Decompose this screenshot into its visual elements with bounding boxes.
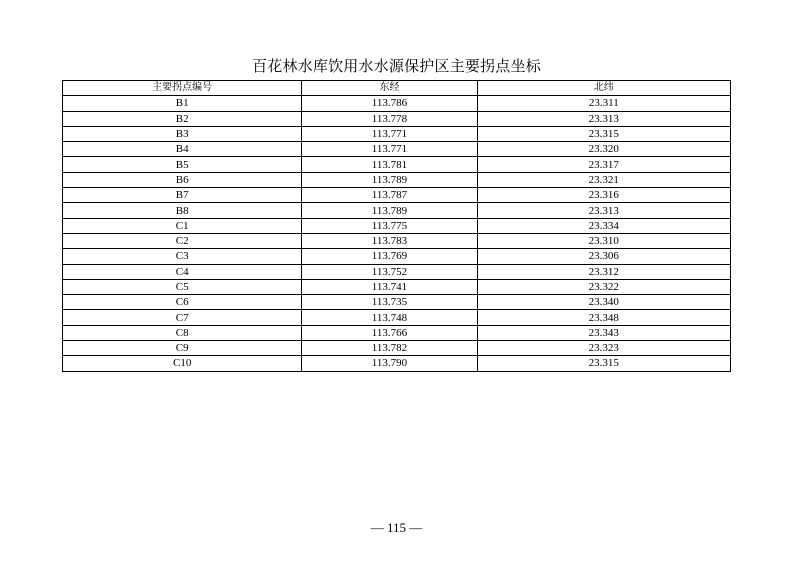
table-row bbox=[63, 111, 731, 126]
cell-longitude: 113.735 bbox=[302, 295, 477, 310]
cell-latitude: 23.348 bbox=[477, 310, 730, 325]
cell-longitude: 113.790 bbox=[302, 356, 477, 371]
cell-point-id: C2 bbox=[63, 233, 302, 248]
cell-longitude: 113.766 bbox=[302, 325, 477, 340]
table-body bbox=[63, 96, 731, 371]
cell-point-id: C1 bbox=[63, 218, 302, 233]
cell-latitude: 23.316 bbox=[477, 188, 730, 203]
table-row bbox=[63, 126, 731, 141]
cell-latitude: 23.315 bbox=[477, 126, 730, 141]
cell-longitude: 113.786 bbox=[302, 96, 477, 111]
table-row bbox=[63, 279, 731, 294]
document-title: 百花林水库饮用水水源保护区主要拐点坐标 bbox=[252, 57, 541, 75]
cell-latitude: 23.340 bbox=[477, 295, 730, 310]
cell-longitude: 113.741 bbox=[302, 279, 477, 294]
header-longitude: 东经 bbox=[302, 81, 477, 96]
table-row bbox=[63, 249, 731, 264]
cell-point-id: C9 bbox=[63, 341, 302, 356]
cell-longitude: 113.787 bbox=[302, 188, 477, 203]
table-row bbox=[63, 188, 731, 203]
cell-point-id: C3 bbox=[63, 249, 302, 264]
cell-longitude: 113.771 bbox=[302, 126, 477, 141]
cell-longitude: 113.775 bbox=[302, 218, 477, 233]
cell-longitude: 113.769 bbox=[302, 249, 477, 264]
table-row bbox=[63, 325, 731, 340]
cell-longitude: 113.752 bbox=[302, 264, 477, 279]
cell-point-id: C5 bbox=[63, 279, 302, 294]
coordinates-table bbox=[62, 80, 731, 372]
cell-latitude: 23.320 bbox=[477, 142, 730, 157]
table-row bbox=[63, 233, 731, 248]
cell-point-id: C7 bbox=[63, 310, 302, 325]
cell-point-id: B1 bbox=[63, 96, 302, 111]
cell-longitude: 113.748 bbox=[302, 310, 477, 325]
table-header-row bbox=[63, 81, 731, 96]
table-row bbox=[63, 295, 731, 310]
table-row bbox=[63, 218, 731, 233]
cell-latitude: 23.343 bbox=[477, 325, 730, 340]
table-row bbox=[63, 96, 731, 111]
cell-latitude: 23.334 bbox=[477, 218, 730, 233]
cell-point-id: B8 bbox=[63, 203, 302, 218]
cell-latitude: 23.317 bbox=[477, 157, 730, 172]
cell-point-id: B5 bbox=[63, 157, 302, 172]
table-row bbox=[63, 264, 731, 279]
table-row bbox=[63, 356, 731, 371]
cell-point-id: B6 bbox=[63, 172, 302, 187]
cell-latitude: 23.313 bbox=[477, 203, 730, 218]
cell-latitude: 23.311 bbox=[477, 96, 730, 111]
table-row bbox=[63, 341, 731, 356]
header-latitude: 北纬 bbox=[477, 81, 730, 96]
table-row bbox=[63, 172, 731, 187]
cell-longitude: 113.789 bbox=[302, 203, 477, 218]
cell-point-id: C4 bbox=[63, 264, 302, 279]
cell-latitude: 23.322 bbox=[477, 279, 730, 294]
cell-longitude: 113.771 bbox=[302, 142, 477, 157]
cell-longitude: 113.783 bbox=[302, 233, 477, 248]
cell-point-id: B3 bbox=[63, 126, 302, 141]
cell-latitude: 23.312 bbox=[477, 264, 730, 279]
cell-latitude: 23.306 bbox=[477, 249, 730, 264]
cell-point-id: B4 bbox=[63, 142, 302, 157]
cell-latitude: 23.315 bbox=[477, 356, 730, 371]
table-row bbox=[63, 203, 731, 218]
table-row bbox=[63, 310, 731, 325]
cell-point-id: C6 bbox=[63, 295, 302, 310]
cell-latitude: 23.321 bbox=[477, 172, 730, 187]
cell-point-id: C10 bbox=[63, 356, 302, 371]
table-row bbox=[63, 157, 731, 172]
cell-longitude: 113.778 bbox=[302, 111, 477, 126]
page-number: — 115 — bbox=[370, 520, 423, 535]
cell-point-id: B7 bbox=[63, 188, 302, 203]
cell-longitude: 113.789 bbox=[302, 172, 477, 187]
cell-latitude: 23.313 bbox=[477, 111, 730, 126]
cell-latitude: 23.310 bbox=[477, 233, 730, 248]
cell-point-id: B2 bbox=[63, 111, 302, 126]
cell-latitude: 23.323 bbox=[477, 341, 730, 356]
cell-longitude: 113.781 bbox=[302, 157, 477, 172]
header-point-id: 主要拐点编号 bbox=[63, 81, 302, 96]
cell-point-id: C8 bbox=[63, 325, 302, 340]
cell-longitude: 113.782 bbox=[302, 341, 477, 356]
table-row bbox=[63, 142, 731, 157]
